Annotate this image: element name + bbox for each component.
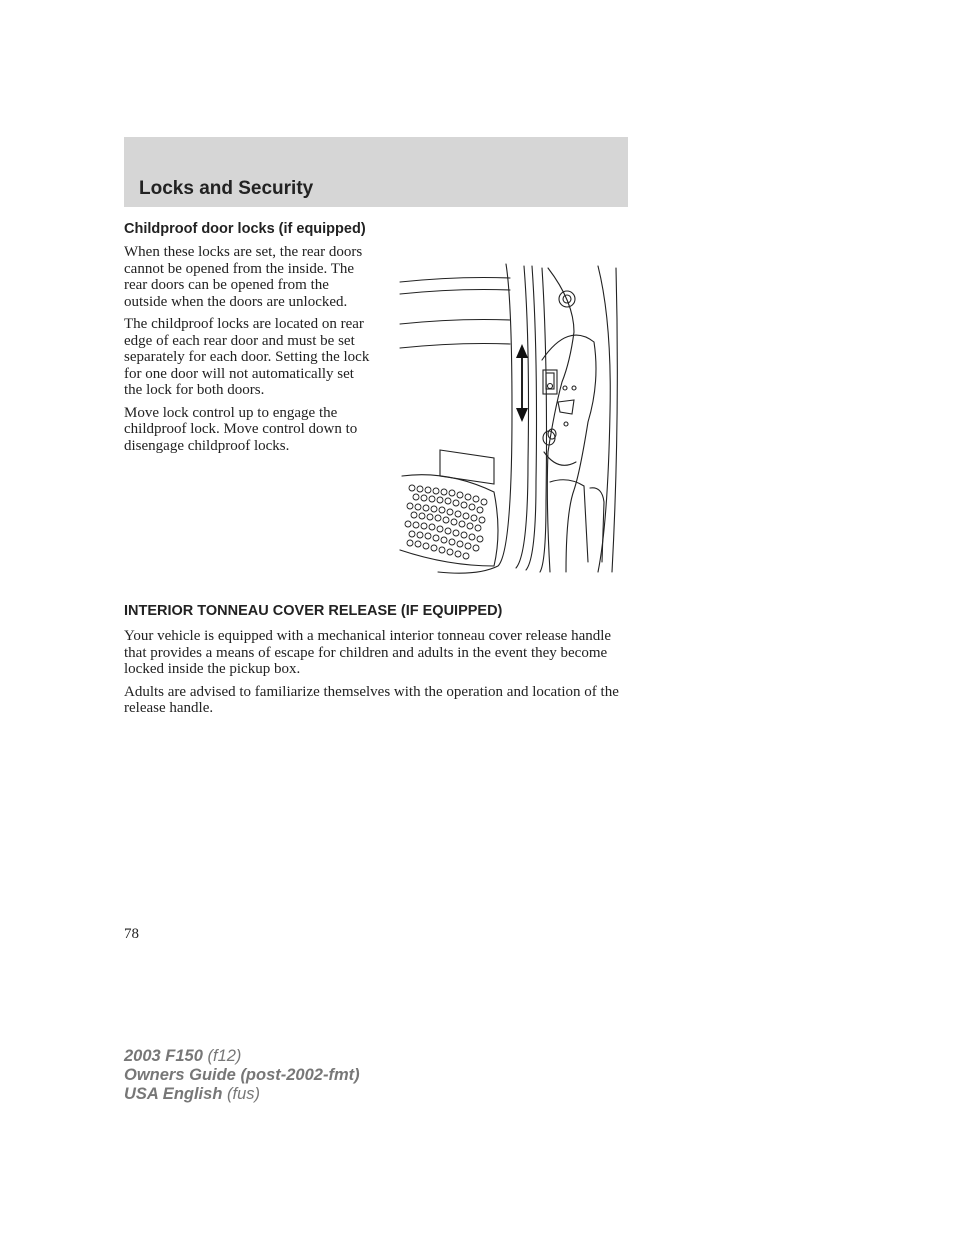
childproof-heading: Childproof door locks (if equipped) — [124, 221, 366, 237]
footer-model-code: (f12) — [207, 1047, 242, 1065]
childproof-lock-illustration — [398, 262, 620, 574]
paragraph: Move lock control up to engage the childproof lock. Move control down to disengage childproof locks. — [124, 404, 358, 454]
footer-guide: Owners Guide (post-2002-fmt) — [124, 1066, 360, 1084]
paragraph: Your vehicle is equipped with a mechanical interior tonneau cover release handle that provides a means of escape for children and adults in the event they become locked inside the pickup box. — [124, 628, 612, 677]
paragraph: Adults are advised to familiarize themselves with the operation and location of the release handle. — [124, 683, 619, 716]
footer-language: USA English — [124, 1085, 223, 1103]
childproof-text — [124, 244, 374, 460]
footer-model: 2003 F150 — [124, 1047, 203, 1065]
tonneau-text — [124, 628, 629, 723]
tonneau-heading: INTERIOR TONNEAU COVER RELEASE (IF EQUIPPED) — [124, 603, 503, 619]
section-header-band — [124, 137, 628, 207]
page-number: 78 — [124, 926, 139, 942]
paragraph: The childproof locks are located on rear edge of each rear door and must be set separately for each door. Setting the lock for one door will not automatically set the lock for both doors. — [124, 316, 370, 398]
page-title: Locks and Security — [139, 178, 314, 199]
paragraph: When these locks are set, the rear doors cannot be opened from the inside. The rear doors can be opened from the outside when the doors are unlocked. — [124, 244, 363, 310]
footer-language-code: (fus) — [227, 1085, 260, 1103]
document-footer — [124, 1047, 360, 1104]
